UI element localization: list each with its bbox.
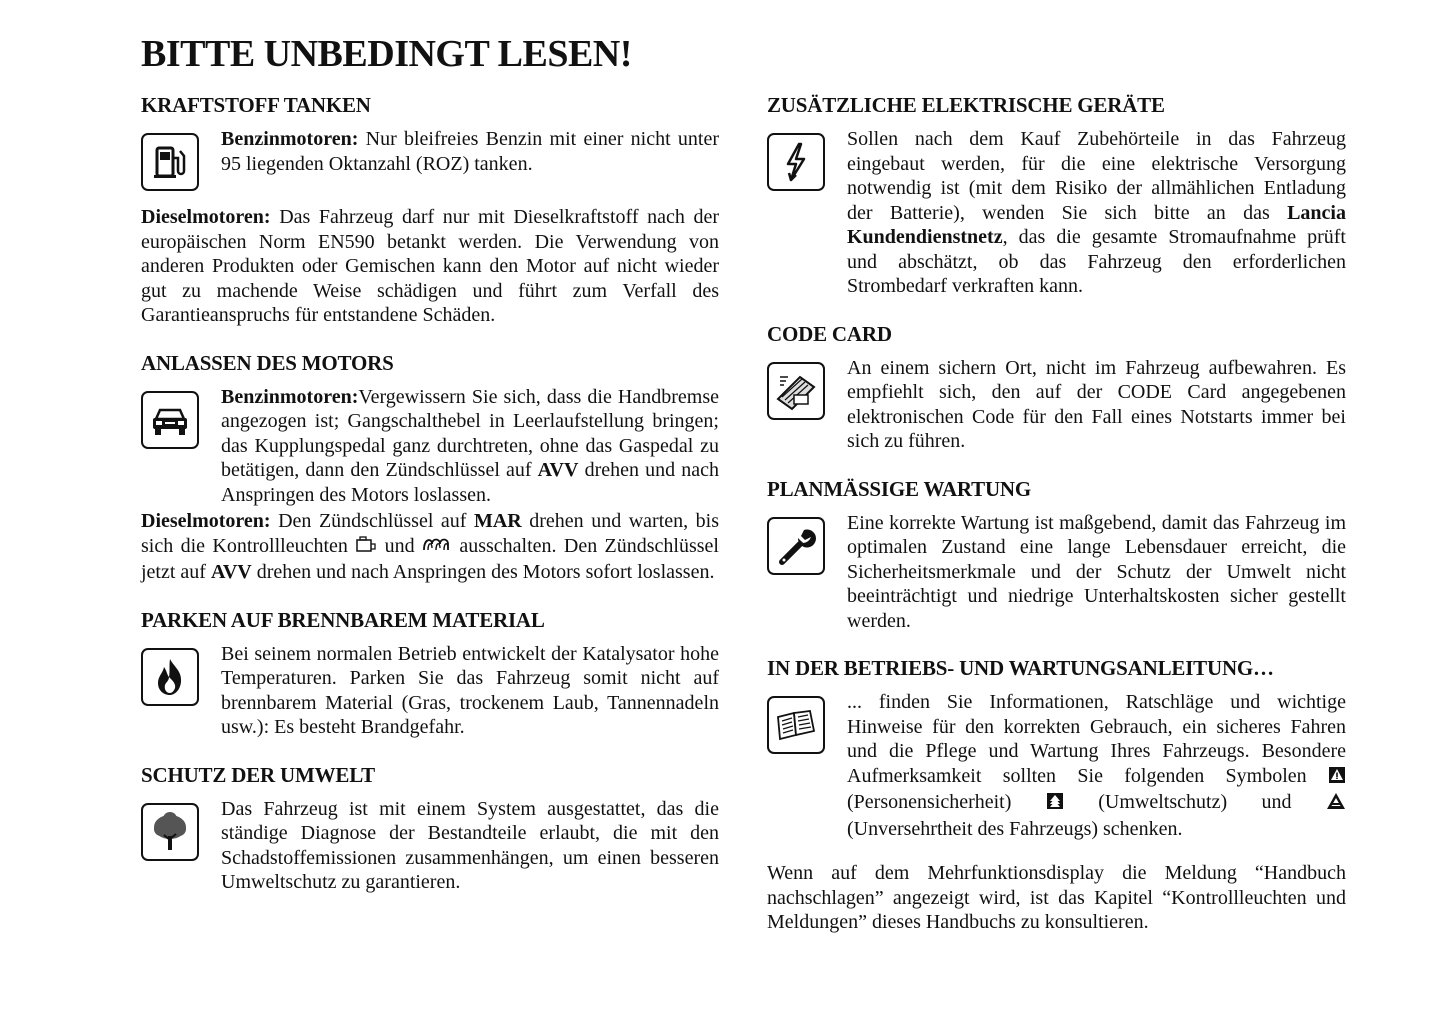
display-note-text: Wenn auf dem Mehrfunktionsdisplay die Meldung “Handbuch nachschlagen” angezeigt wird, ist das Kapitel “Kontrollleuchten und Meldungen” dieses Handbuchs zu konsultieren. [767,862,1346,933]
left-column [141,92,719,917]
section-heading: ZUSÄTZLICHE ELEKTRISCHE GERÄTE [767,93,1165,117]
warning-lamp-icon [355,536,377,561]
lightning-icon [767,133,825,191]
section-environment [141,762,719,895]
fuel-pump-icon [141,133,199,191]
electrical-row [767,127,1346,299]
start-row [141,385,719,508]
start-petrol-text: Benzinmotoren:Vergewissern Sie sich, dass die Handbremse angezogen ist; Gangschalthebel in Leerlaufstellung bringen; das Kupplungspedal ganz durchtreten, ohne das Gaspedal zu betätigen, dann den Zündschlüssel auf AVV drehen und nach Anspringen des Motors loslassen. [221,385,719,506]
start-diesel-text: Dieselmotoren: Den Zündschlüssel auf MAR drehen und warten, bis sich die Kontrollleuchten und ausschalten. Den Zündschlüssel jetzt auf AVV drehen und nach Anspringen des Motors sofort loslassen. [141,510,720,583]
manual-row [767,690,1346,841]
section-start-engine [141,350,719,585]
electrical-text: Sollen nach dem Kauf Zubehörteile in das Fahrzeug eingebaut werden, für die eine elektrische Versorgung notwendig ist (mit dem Risiko der allmählichen Entladung der Batterie), wenden Sie sich bitte an das Lancia Kundendienstnetz, das die gesamte Stromaufnahme prüft und abschätzt, ob das Fahrzeug den erforderlichen Strombedarf verkraften kann. [847,128,1346,297]
section-heading: PARKEN AUF BRENNBAREM MATERIAL [141,607,545,632]
environment-text: Das Fahrzeug ist mit einem System ausgestattet, das die ständige Diagnose der Bestandteile erlaubt, die mit den Schadstoffemissionen zusammenhängen, um einen besseren Umweltschutz zu garantieren. [221,797,719,893]
wrench-icon [767,517,825,575]
page-title: BITTE UNBEDINGT LESEN! [141,33,632,75]
fuel-petrol-text: Benzinmotoren: Nur bleifreies Benzin mit einer nicht unter 95 liegenden Oktanzahl (ROZ) tanken. [221,128,719,175]
section-electrical [767,92,1346,299]
glow-plug-icon [422,536,452,561]
manual-text: ... finden Sie Informationen, Ratschläge und wichtige Hinweise für den korrekten Gebrauch, ein sicheres Fahren und die Pflege und Wartung Ihres Fahrzeugs. Besondere Aufmerksamkeit sollten Sie folgenden Symbolen (Personensicherheit) (Umweltschutz) und (Unversehrtheit des Fahrzeugs) schenken. [847,691,1346,840]
section-heading: CODE CARD [767,321,892,346]
code-card-icon [767,362,825,420]
parking-text: Bei seinem normalen Betrieb entwickelt der Katalysator hohe Temperaturen. Parken Sie das Fahrzeug somit nicht auf brennbarem Material (Gras, trockenem Laub, Tannennadeln usw.): Es besteht Brandgefahr. [221,642,719,738]
environment-row [141,797,719,895]
environment-protection-icon [1046,792,1064,817]
fuel-diesel-text: Dieselmotoren: Das Fahrzeug darf nur mit Dieselkraftstoff nach der europäischen Norm EN590 betankt werden. Die Verwendung von anderen Produkten oder Gemischen kann den Motor auf nicht wieder gut zu machende Weise schädigen und führt zum Verfall des Garantieanspruchs für entstandene Schäden. [141,206,719,326]
personal-safety-icon [1328,766,1346,791]
section-heading: SCHUTZ DER UMWELT [141,762,375,787]
code-card-row [767,356,1346,454]
section-heading: KRAFTSTOFF TANKEN [141,93,371,117]
maintenance-row [767,511,1346,634]
fuel-row [141,127,719,191]
section-heading: PLANMÄSSIGE WARTUNG [767,476,1032,501]
maintenance-text: Eine korrekte Wartung ist maßgebend, damit das Fahrzeug im optimalen Zustand eine lange Lebensdauer erreicht, die Sicherheitsmerkmale und der Schutz der Umwelt nicht beeinträchtigt und niedrige Unterhaltskosten sicher gestellt werden. [847,511,1346,632]
section-heading: IN DER BETRIEBS- UND WARTUNGSANLEITUNG… [767,656,1274,680]
section-maintenance [767,476,1346,634]
section-fuel [141,92,719,328]
flame-icon [141,648,199,706]
vehicle-integrity-icon [1326,792,1346,817]
parking-row [141,642,719,740]
right-column [767,92,1346,935]
open-book-icon [767,696,825,754]
car-front-icon [141,391,199,449]
section-code-card [767,321,1346,454]
section-manual [767,655,1346,841]
tree-icon [141,803,199,861]
section-parking [141,607,719,740]
code-card-text: An einem sichern Ort, nicht im Fahrzeug aufbewahren. Es empfiehlt sich, den auf der CODE Card angegebenen elektronischen Code für den Fall eines Notstarts immer bei sich zu führen. [847,356,1346,452]
section-heading: ANLASSEN DES MOTORS [141,350,394,375]
